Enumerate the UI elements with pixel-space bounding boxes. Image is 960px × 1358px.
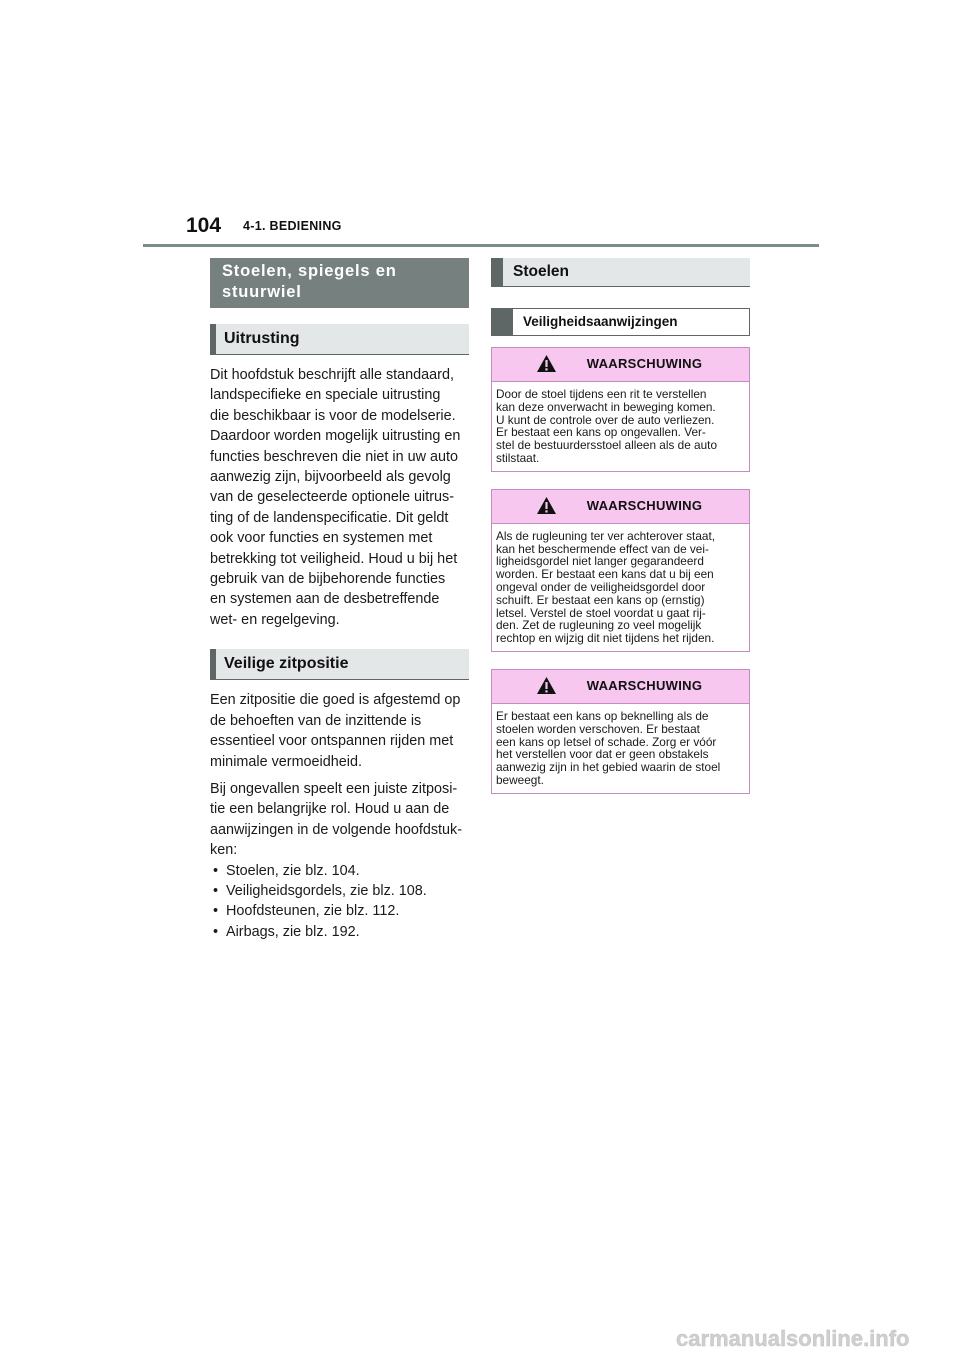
text-line: rechtop en wijzig dit niet tijdens het rijden.	[496, 631, 715, 646]
text-line: landspecifieke en speciale uitrusting	[210, 387, 441, 404]
text-line: aanwijzingen in de volgende hoofdstuk-	[210, 821, 463, 838]
text-line: minimale vermoeidheid.	[210, 753, 362, 770]
warning-title: WAARSCHUWING	[586, 497, 703, 513]
text-line: het verstellen voor dat er geen obstakels	[496, 747, 709, 762]
text-line: ting of de landenspecificatie. Dit geldt	[210, 509, 449, 526]
chapter-title: 4-1. BEDIENING	[243, 219, 342, 233]
text-line: kan het beschermende effect van de vei-	[496, 541, 709, 556]
text-line: de behoeften van de inzittende is	[210, 712, 422, 729]
text-line: Daardoor worden mogelijk uitrusting en	[210, 428, 461, 445]
text-line: van de geselecteerde optionele uitrus-	[210, 489, 455, 506]
text-line: die beschikbaar is voor de modelserie.	[210, 407, 456, 424]
right-column	[491, 258, 750, 794]
page-number: 104	[186, 214, 222, 237]
list-item: • Airbags, zie blz. 192.	[210, 922, 469, 942]
watermark-logo	[676, 1322, 946, 1356]
text-line: gebruik van de bijbehorende functies	[210, 571, 446, 588]
list-item: • Hoofdsteunen, zie blz. 112.	[210, 901, 469, 921]
svg-text:carmanualsonline.info: carmanualsonline.info	[676, 1326, 910, 1351]
heading-stoelen: Stoelen	[491, 258, 750, 287]
heading-veilige-zitpositie: Veilige zitpositie	[210, 649, 469, 680]
uitrusting-paragraph	[210, 365, 469, 630]
text-line: tie een belangrijke rol. Houd u aan de	[210, 801, 450, 818]
warning-header	[492, 670, 749, 704]
text-line: ken:	[210, 842, 238, 859]
list-item: • Stoelen, zie blz. 104.	[210, 861, 469, 881]
text-line: stoelen worden verschoven. Er bestaat	[496, 721, 700, 736]
zitpositie-paragraph-2	[210, 779, 469, 861]
text-line: een kans op letsel of schade. Zorg er vóór	[496, 734, 717, 749]
text-line: Er bestaat een kans op beknelling als de	[496, 708, 709, 723]
warning-header	[492, 490, 749, 524]
text-line: en systemen aan de desbetreffende	[210, 591, 440, 608]
text-line: Een zitpositie die goed is afgestemd op	[210, 692, 461, 709]
heading-veiligheidsaanwijzingen: Veiligheidsaanwijzingen	[491, 308, 750, 336]
text-line: essentieel voor ontspannen rijden met	[210, 733, 454, 750]
text-line: aanwezig zijn in het gebied waarin de stoel	[496, 760, 721, 775]
left-column	[210, 258, 469, 942]
list-item: • Veiligheidsgordels, zie blz. 108.	[210, 881, 469, 901]
text-line: beweegt.	[496, 772, 544, 787]
text-line: schuift. Er bestaat een kans op (ernstig)	[496, 592, 705, 607]
text-line: functies beschreven die niet in uw auto	[210, 448, 458, 465]
text-line: aanwezig zijn, bijvoorbeeld als gevolg	[210, 469, 451, 486]
reference-list	[210, 861, 469, 943]
text-line: Er bestaat een kans op ongevallen. Ver-	[496, 425, 706, 440]
warning-title: WAARSCHUWING	[586, 677, 703, 693]
zitpositie-paragraph-1	[210, 690, 469, 772]
text-line: worden. Er bestaat een kans dat u bij een	[496, 567, 714, 582]
text-line: stel de bestuurdersstoel alleen als de auto	[496, 438, 718, 453]
text-line: betrekking tot veiligheid. Houd u bij het	[210, 550, 458, 567]
warning-header	[492, 348, 749, 382]
warning-text	[492, 382, 749, 471]
warning-title: WAARSCHUWING	[586, 356, 703, 371]
warning-box	[491, 669, 750, 794]
warning-box	[491, 347, 750, 472]
text-line: ligheidsgordel niet langer gegarandeerd	[496, 554, 704, 569]
text-line: Bij ongevallen speelt een juiste zitposi-	[210, 780, 458, 797]
text-line: ongeval onder de veiligheidsgordel door	[496, 579, 706, 594]
warning-box	[491, 489, 750, 652]
text-line: ook voor functies en systemen met	[210, 530, 433, 547]
text-line: Dit hoofdstuk beschrijft alle standaard,	[210, 367, 454, 383]
text-line: Als de rugleuning ter ver achterover staat,	[496, 528, 716, 543]
text-line: Door de stoel tijdens een rit te verstellen	[496, 387, 707, 401]
text-line: kan deze onverwacht in beweging komen.	[496, 399, 716, 414]
warning-text	[492, 524, 749, 651]
text-line: wet- en regelgeving.	[210, 611, 340, 628]
text-line: letsel. Verstel de stoel voordat u gaat rij-	[496, 605, 706, 620]
text-line: den. Zet de rugleuning zo veel mogelijk	[496, 618, 702, 633]
text-line: U kunt de controle over de auto verliezen.	[496, 412, 715, 427]
text-line: stilstaat.	[496, 450, 540, 465]
section-banner: Stoelen, spiegels en stuurwiel	[210, 258, 469, 308]
warning-text	[492, 704, 749, 793]
header-rule	[143, 244, 819, 247]
heading-uitrusting: Uitrusting	[210, 324, 469, 355]
